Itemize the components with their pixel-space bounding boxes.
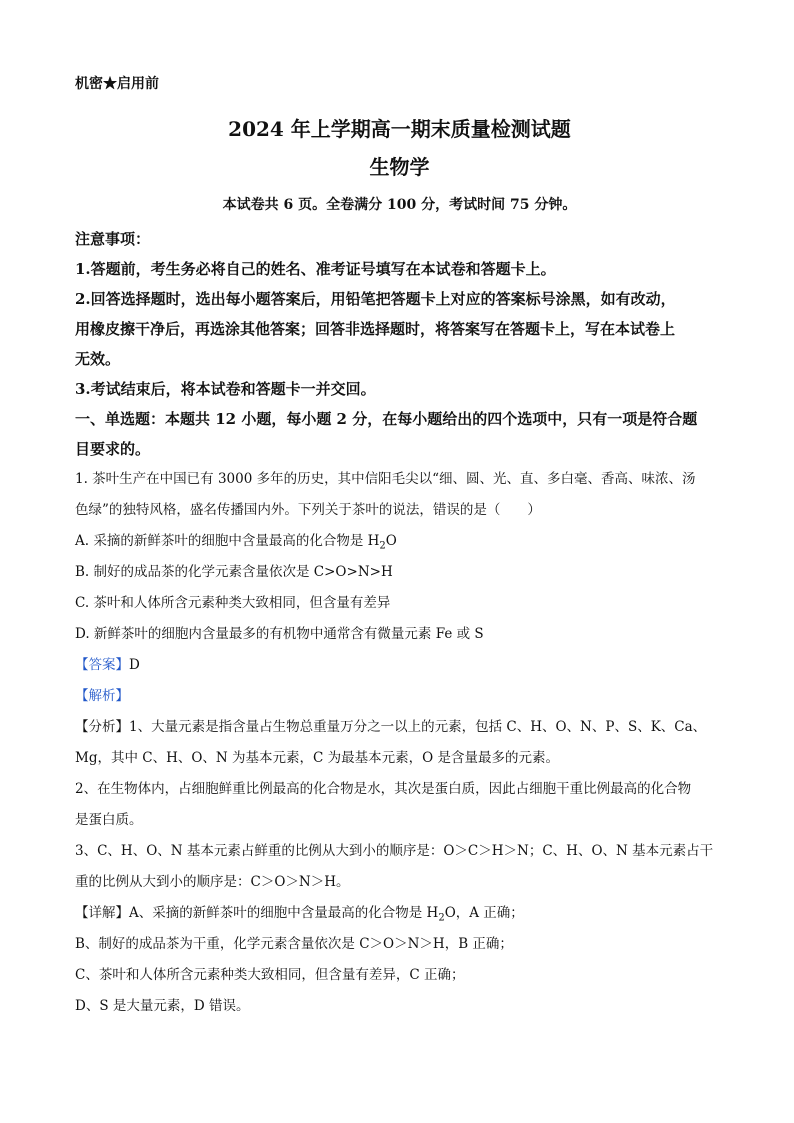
detail-tag: 【详解】 (75, 905, 129, 921)
detail-a-text: A、采摘的新鲜茶叶的细胞中含量最高的化合物是 H (129, 905, 439, 921)
section-heading (75, 404, 724, 464)
analysis-tag-line (75, 681, 724, 712)
option-a (75, 526, 724, 557)
option-a-subscript: 2 (379, 540, 386, 552)
notes-item-3: 3.考试结束后，将本试卷和答题卡一并交回。 (75, 380, 376, 398)
detail-line-d: D、S 是大量元素，D 错误。 (75, 998, 250, 1014)
section-heading-line-2: 目要求的。 (75, 440, 151, 458)
analysis-p1-tag: 【分析】 (75, 719, 129, 735)
answer-value: D (129, 657, 140, 673)
detail-a-subscript: 2 (438, 912, 445, 924)
notes-item-2-line-1: 2.回答选择题时，选出每小题答案后，用铅笔把答题卡上对应的答案标号涂黑，如有改动， (75, 290, 676, 308)
exam-title: 2024 年上学期高一期末质量检测试题 (228, 117, 571, 141)
analysis-p3-line-1: 3、C、H、O、N 基本元素占鲜重的比例从大到小的顺序是：O＞C＞H＞N；C、H、O、N 基本元素占干 (75, 843, 714, 859)
question-stem-line-2: 色绿”的独特风格，盛名传播国内外。下列关于茶叶的说法，错误的是（ ） (75, 502, 541, 518)
option-a-text: A. 采摘的新鲜茶叶的细胞中含量最高的化合物是 H (75, 533, 380, 549)
analysis-p1-text: 1、大量元素是指含量占生物总重量万分之一以上的元素，包括 C、H、O、N、P、S、K、Ca、 (129, 719, 707, 735)
answer-line (75, 650, 724, 681)
analysis-p3-line-2: 重的比例从大到小的顺序是：C＞O＞N＞H。 (75, 874, 350, 890)
detail-a-text-end: O，A 正确； (444, 905, 524, 921)
notes-item-1: 1.答题前，考生务必将自己的姓名、准考证号填写在本试卷和答题卡上。 (75, 260, 556, 278)
option-c: C. 茶叶和人体所含元素种类大致相同，但含量有差异 (75, 595, 391, 611)
analysis-p1-line-2: Mg，其中 C、H、O、N 为基本元素，C 为最基本元素，O 是含量最多的元素。 (75, 750, 560, 766)
detail-line-a (75, 898, 724, 929)
question-1 (75, 464, 724, 650)
option-b: B. 制好的成品茶的化学元素含量依次是 C>O>N>H (75, 564, 393, 580)
notes-section (75, 224, 724, 404)
section-heading-line-1: 一、单选题：本题共 12 小题，每小题 2 分，在每小题给出的四个选项中，只有一项是符合题 (75, 410, 698, 428)
analysis-tag: 【解析】 (75, 688, 129, 704)
analysis-p1-line-1 (75, 712, 724, 743)
notes-item-2-line-2: 用橡皮擦干净后，再选涂其他答案；回答非选择题时，将答案写在答题卡上，写在本试卷上 (75, 320, 676, 338)
analysis-p2-line-1: 2、在生物体内，占细胞鲜重比例最高的化合物是水，其次是蛋白质，因此占细胞干重比例最高的化合物 (75, 781, 692, 797)
option-a-text-end: O (385, 533, 397, 549)
detail-line-b: B、制好的成品茶为干重，化学元素含量依次是 C＞O＞N＞H，B 正确； (75, 936, 513, 952)
detail-line-c: C、茶叶和人体所含元素种类大致相同，但含量有差异，C 正确； (75, 967, 465, 983)
subject-title: 生物学 (369, 155, 430, 179)
option-d: D. 新鲜茶叶的细胞内含量最多的有机物中通常含有微量元素 Fe 或 S (75, 626, 484, 642)
detail-block (75, 898, 724, 1022)
notes-item-2-line-3: 无效。 (75, 350, 121, 368)
notes-heading: 注意事项： (75, 230, 151, 248)
confidential-label: 机密★启用前 (75, 76, 159, 92)
analysis-p2-line-2: 是蛋白质。 (75, 812, 143, 828)
analysis-block (75, 712, 724, 898)
question-stem-line-1: 1. 茶叶生产在中国已有 3000 多年的历史，其中信阳毛尖以“细、圆、光、直、多白毫、香高、味浓、汤 (75, 471, 696, 487)
answer-tag: 【答案】 (75, 657, 129, 673)
exam-info: 本试卷共 6 页。全卷满分 100 分，考试时间 75 分钟。 (222, 197, 577, 213)
